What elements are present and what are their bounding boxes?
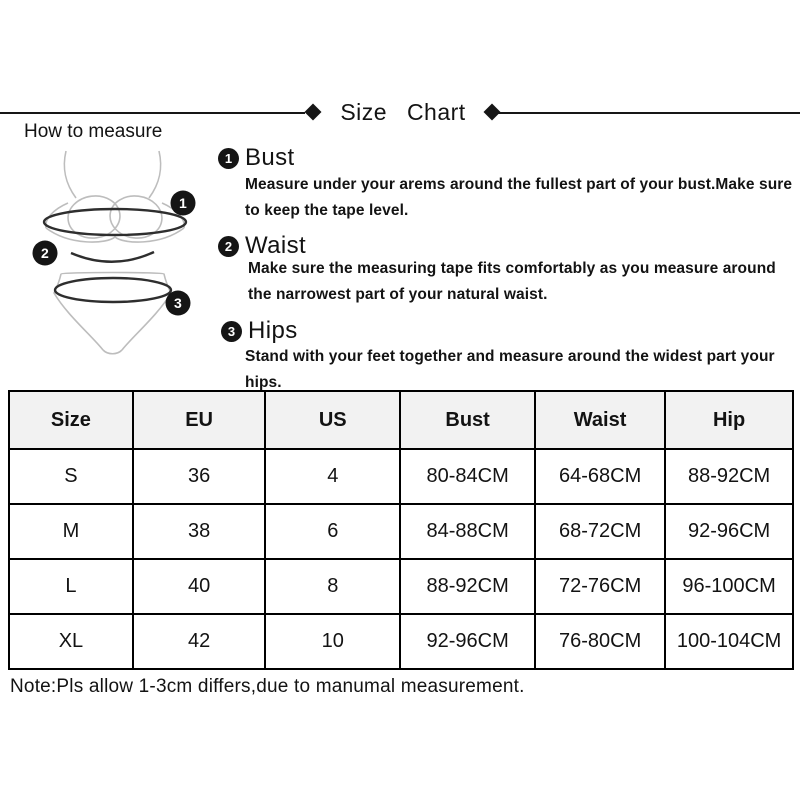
cell-hip: 96-100CM xyxy=(665,559,793,614)
cell-bust: 84-88CM xyxy=(400,504,535,559)
cell-eu: 36 xyxy=(133,449,265,504)
size-table-header-row xyxy=(9,391,793,449)
col-header-us: US xyxy=(265,391,400,449)
diamond-icon-left xyxy=(305,104,322,121)
cell-hip: 88-92CM xyxy=(665,449,793,504)
bikini-bottom-gusset xyxy=(103,350,122,354)
col-header-waist: Waist xyxy=(535,391,665,449)
table-row-m xyxy=(9,504,793,559)
cell-size: S xyxy=(9,449,133,504)
step-2-marker: 2 xyxy=(218,236,239,257)
cell-size: XL xyxy=(9,614,133,669)
cell-eu: 40 xyxy=(133,559,265,614)
table-row-l xyxy=(9,559,793,614)
size-table xyxy=(8,390,794,670)
header-rule-left xyxy=(0,112,305,114)
cell-waist: 64-68CM xyxy=(535,449,665,504)
waist-measure-band xyxy=(71,252,154,262)
cell-us: 6 xyxy=(265,504,400,559)
col-header-size: Size xyxy=(9,391,133,449)
cell-waist: 72-76CM xyxy=(535,559,665,614)
cell-us: 8 xyxy=(265,559,400,614)
step-3-title: Hips xyxy=(248,317,298,344)
step-hips-heading xyxy=(221,317,298,345)
col-header-eu: EU xyxy=(133,391,265,449)
measurement-note: Note:Pls allow 1-3cm differs,due to manumal measurement. xyxy=(10,676,525,697)
cell-size: M xyxy=(9,504,133,559)
col-header-hip: Hip xyxy=(665,391,793,449)
figure-marker-1-label: 1 xyxy=(179,195,187,211)
bust-measure-band xyxy=(44,209,186,235)
bikini-strap-left xyxy=(64,151,76,198)
step-3-description: Stand with your feet together and measure around the widest part your hips. xyxy=(245,348,775,391)
step-2-title: Waist xyxy=(245,232,307,259)
cell-eu: 42 xyxy=(133,614,265,669)
cell-eu: 38 xyxy=(133,504,265,559)
figure-marker-2-label: 2 xyxy=(41,245,49,261)
cell-hip: 92-96CM xyxy=(665,504,793,559)
step-1-title: Bust xyxy=(245,144,295,171)
table-row-s xyxy=(9,449,793,504)
cell-waist: 68-72CM xyxy=(535,504,665,559)
cell-bust: 80-84CM xyxy=(400,449,535,504)
bikini-strap-right xyxy=(149,151,161,198)
step-3-marker: 3 xyxy=(221,321,242,342)
cell-us: 4 xyxy=(265,449,400,504)
col-header-bust: Bust xyxy=(400,391,535,449)
bikini-bottom-outline xyxy=(54,273,171,351)
figure-marker-3-label: 3 xyxy=(174,295,182,311)
step-bust-heading xyxy=(218,144,295,172)
step-2-description: Make sure the measuring tape fits comfortably as you measure around the narrowest part of your natural waist. xyxy=(248,260,776,303)
hip-measure-band xyxy=(55,278,171,302)
step-1-marker: 1 xyxy=(218,148,239,169)
table-row-xl xyxy=(9,614,793,669)
cell-size: L xyxy=(9,559,133,614)
step-1-description: Measure under your arems around the fullest part of your bust.Make sure to keep the tape level. xyxy=(245,176,793,219)
cell-bust: 88-92CM xyxy=(400,559,535,614)
cell-hip: 100-104CM xyxy=(665,614,793,669)
cell-us: 10 xyxy=(265,614,400,669)
bikini-measure-illustration xyxy=(15,143,225,361)
how-to-measure-heading: How to measure xyxy=(24,121,163,142)
cell-bust: 92-96CM xyxy=(400,614,535,669)
header-rule-right xyxy=(497,112,800,114)
cell-waist: 76-80CM xyxy=(535,614,665,669)
page-title: Size Chart xyxy=(340,99,466,125)
